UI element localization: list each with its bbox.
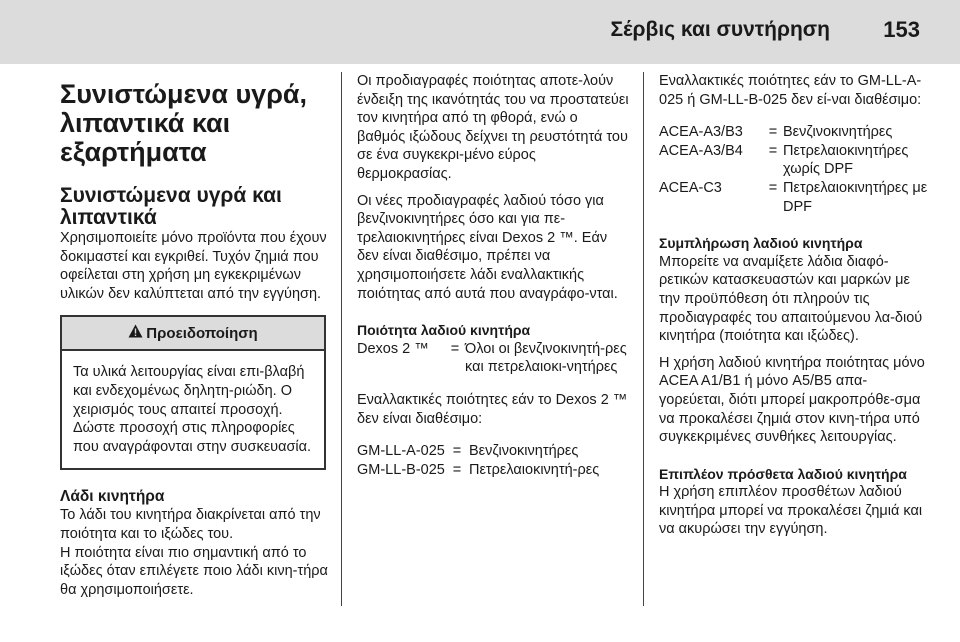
additives-paragraph: Η χρήση επιπλέον προσθέτων λαδιού κινητήρα μπορεί να προκαλέσει ζημιά και να ακυρώσει την εγγύηση.: [659, 484, 923, 538]
spec-term: Dexos 2 ™: [357, 340, 429, 357]
spec-equals: =: [452, 443, 462, 460]
spec-value: Βενζινοκινητήρες: [469, 443, 579, 460]
subsection-title: Συνιστώμενα υγρά και λιπαντικά: [60, 184, 282, 229]
spec-value: Πετρελαιοκινητήρες χωρίς DPF: [783, 142, 909, 178]
acea-spec-row: [659, 142, 931, 179]
gm-spec-row: [357, 442, 629, 461]
column-2: [357, 72, 629, 479]
acea-spec-row: [659, 123, 931, 142]
section-title: Συνιστώμενα υγρά, λιπαντικά και εξαρτήματα: [60, 79, 307, 167]
column-divider: [341, 72, 342, 606]
dexos-spec-row: [357, 340, 629, 377]
spec-value: Όλοι οι βενζινοκινητή-ρες και πετρελαιοκι-νητήρες: [465, 340, 627, 376]
spec-term: GM-LL-B-025: [357, 461, 445, 478]
gm-spec-row: [357, 461, 629, 480]
spec-term: ACEA-A3/B3: [659, 124, 743, 141]
spec-value: Πετρελαιοκινητήρες με DPF: [783, 179, 928, 215]
acea-restriction-paragraph: Η χρήση λαδιού κινητήρα ποιότητας μόνο ACEA A1/B1 ή μόνο A5/B5 απα-γορεύεται, διότι μπορεί μακροπρόθε-σμα να προκαλέσει ζημιά στον κινη-τήρα υπό συγκεκριμένες συνθήκες λειτουργίας.: [659, 354, 925, 446]
warning-box: [60, 315, 326, 470]
alternative-qualities-intro: Εναλλακτικές ποιότητες εάν το GM-LL-A-025 ή GM-LL-B-025 δεν εί-ναι διαθέσιμο:: [659, 73, 922, 108]
engine-oil-paragraph-2: Η ποιότητα είναι πιο σημαντική από το ιξώδες όταν επιλέγετε ποιο λάδι κινη-τήρα θα χρησιμοποιήσετε.: [60, 544, 328, 598]
page-header-title: Σέρβις και συντήρηση: [610, 18, 830, 41]
oil-quality-heading: Ποιότητα λαδιού κινητήρα: [357, 322, 531, 339]
spec-term: ACEA-A3/B4: [659, 142, 743, 159]
additives-heading: Επιπλέον πρόσθετα λαδιού κινητήρα: [659, 465, 907, 482]
acea-spec-row: [659, 179, 931, 216]
spec-equals: =: [452, 461, 462, 478]
engine-oil-heading: Λάδι κινητήρα: [60, 488, 165, 506]
warning-text: Τα υλικά λειτουργίας είναι επι-βλαβή και ενδεχομένως δηλητη-ριώδη. Ο χειρισμός τους απαιτεί προσοχή. Δώστε προσοχή στις πληροφορίες που αναγράφονται στην συσκευασία.: [73, 364, 312, 455]
spec-term: GM-LL-A-025: [357, 443, 445, 460]
spec-equals: =: [768, 179, 778, 196]
spec-value: Πετρελαιοκινητή-ρες: [469, 461, 600, 478]
topping-up-paragraph: Μπορείτε να αναμίξετε λάδια διαφό-ρετικών κατασκευαστών και μαρκών με την προϋπόθεση ότι πληρούν τις προδιαγραφές του απαιτούμενου λα-διού κινητήρα (ποιότητα και ιξώδες).: [659, 253, 923, 345]
spec-term: ACEA-C3: [659, 179, 722, 196]
column-1: [60, 72, 332, 599]
alternative-qualities-intro: Εναλλακτικές ποιότητες εάν το Dexos 2 ™ δεν είναι διαθέσιμο:: [357, 391, 628, 427]
warning-title: Προειδοποίηση: [146, 325, 258, 343]
spec-paragraph-2: Οι νέες προδιαγραφές λαδιού τόσο για βενζινοκινητήρες όσο και για πε-τρελαιοκινητήρες είναι Dexos 2 ™. Εάν δεν είναι διαθέσιμο, πρέπει να χρησιμοποιήσετε λάδι εναλλακτικής ποιότητας από αυτά που αναγράφο-νται.: [357, 192, 618, 302]
spec-value: Βενζινοκινητήρες: [783, 124, 893, 141]
spec-equals: =: [768, 142, 778, 159]
intro-paragraph: Χρησιμοποιείτε μόνο προϊόντα που έχουν δοκιμαστεί και εγκριθεί. Τυχόν ζημιά που οφείλεται στη χρήση μη εγκεκριμένων υλικών δεν καλύπτεται από την εγγύηση.: [60, 230, 327, 302]
warning-triangle-icon: [128, 317, 143, 349]
spec-equals: =: [768, 124, 778, 141]
page-number: 153: [883, 17, 920, 42]
engine-oil-paragraph-1: Το λάδι του κινητήρα διακρίνεται από την ποιότητα και το ιξώδες του.: [60, 507, 321, 542]
topping-up-heading: Συμπλήρωση λαδιού κινητήρα: [659, 235, 863, 252]
warning-title-bar: [62, 317, 324, 351]
column-divider: [643, 72, 644, 606]
page-header: [0, 0, 960, 64]
spec-paragraph-1: Οι προδιαγραφές ποιότητας αποτε-λούν ένδειξη της ικανότητάς του να προστατεύει τον κινητήρα από τη φθορά, ενώ ο βαθμός ιξώδους δείχνει τη ρευστότητά του σε ένα συγκεκρι-μένο εύρος θερμοκρασίας.: [357, 73, 629, 182]
column-3: [659, 72, 931, 539]
spec-equals: =: [450, 340, 460, 357]
